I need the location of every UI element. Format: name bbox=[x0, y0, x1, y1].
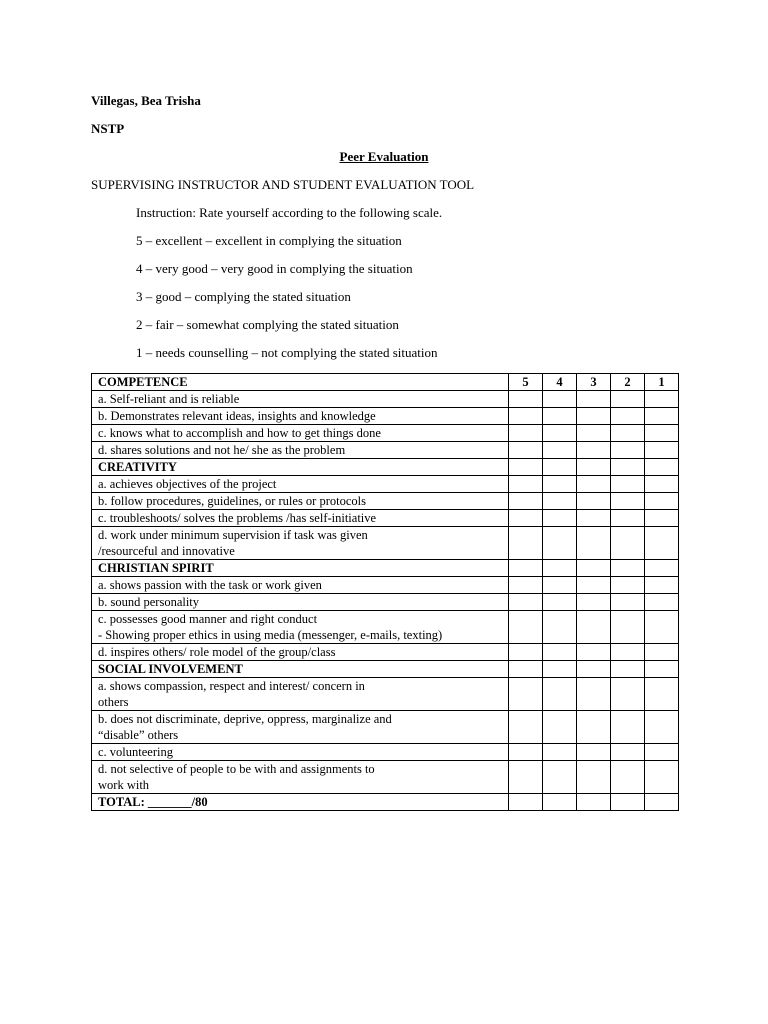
score-cell[interactable] bbox=[611, 527, 645, 560]
criterion-text bbox=[92, 442, 509, 459]
score-cell[interactable] bbox=[577, 408, 611, 425]
score-cell[interactable] bbox=[577, 577, 611, 594]
score-cell[interactable] bbox=[577, 611, 611, 644]
score-cell[interactable] bbox=[509, 459, 543, 476]
score-cell[interactable] bbox=[509, 476, 543, 493]
score-cell[interactable] bbox=[543, 644, 577, 661]
score-cell[interactable] bbox=[543, 425, 577, 442]
criterion-row bbox=[92, 493, 679, 510]
score-cell[interactable] bbox=[645, 560, 679, 577]
score-cell[interactable] bbox=[509, 408, 543, 425]
criterion-line: a. shows compassion, respect and interest/ concern in bbox=[98, 679, 365, 693]
score-cell[interactable] bbox=[645, 425, 679, 442]
score-cell[interactable] bbox=[509, 611, 543, 644]
score-cell[interactable] bbox=[645, 476, 679, 493]
criterion-row bbox=[92, 442, 679, 459]
criterion-text bbox=[92, 493, 509, 510]
document-subtitle: SUPERVISING INSTRUCTOR AND STUDENT EVALUATION TOOL bbox=[91, 177, 475, 192]
criterion-text bbox=[92, 510, 509, 527]
criterion-line: c. troubleshoots/ solves the problems /has self-initiative bbox=[98, 511, 377, 525]
criterion-line: d. shares solutions and not he/ she as the problem bbox=[98, 443, 346, 457]
criterion-text bbox=[92, 476, 509, 493]
score-cell[interactable] bbox=[577, 391, 611, 408]
scale-item: 1 – needs counselling – not complying the stated situation bbox=[136, 345, 438, 360]
score-cell[interactable] bbox=[543, 678, 577, 711]
criterion-line: d. work under minimum supervision if task was given bbox=[98, 528, 368, 542]
score-cell[interactable] bbox=[645, 442, 679, 459]
score-cell[interactable] bbox=[611, 560, 645, 577]
score-cell[interactable] bbox=[645, 594, 679, 611]
score-cell[interactable] bbox=[509, 761, 543, 794]
total-score-cell[interactable] bbox=[577, 794, 611, 811]
score-cell[interactable] bbox=[509, 425, 543, 442]
score-cell[interactable] bbox=[509, 577, 543, 594]
score-header: 3 bbox=[577, 374, 611, 391]
total-score-cell[interactable] bbox=[611, 794, 645, 811]
score-cell[interactable] bbox=[577, 493, 611, 510]
score-cell[interactable] bbox=[577, 744, 611, 761]
score-header: 4 bbox=[543, 374, 577, 391]
criterion-row bbox=[92, 425, 679, 442]
score-cell[interactable] bbox=[509, 493, 543, 510]
score-cell[interactable] bbox=[645, 678, 679, 711]
score-cell[interactable] bbox=[577, 527, 611, 560]
score-cell[interactable] bbox=[611, 761, 645, 794]
score-cell[interactable] bbox=[543, 560, 577, 577]
score-cell[interactable] bbox=[645, 391, 679, 408]
total-score-cell[interactable] bbox=[645, 794, 679, 811]
criterion-line: d. inspires others/ role model of the group/class bbox=[98, 645, 336, 659]
criterion-row bbox=[92, 594, 679, 611]
criterion-text bbox=[92, 644, 509, 661]
criterion-row bbox=[92, 510, 679, 527]
section-header-row bbox=[92, 459, 679, 476]
criterion-line: b. sound personality bbox=[98, 595, 200, 609]
score-cell[interactable] bbox=[611, 611, 645, 644]
score-cell[interactable] bbox=[645, 577, 679, 594]
criterion-line: b. follow procedures, guidelines, or rules or protocols bbox=[98, 494, 366, 508]
criterion-row bbox=[92, 408, 679, 425]
criterion-line: a. Self-reliant and is reliable bbox=[98, 392, 240, 406]
score-cell[interactable] bbox=[577, 761, 611, 794]
score-cell[interactable] bbox=[509, 644, 543, 661]
score-cell[interactable] bbox=[509, 560, 543, 577]
section-title: CHRISTIAN SPIRIT bbox=[92, 560, 509, 577]
score-cell[interactable] bbox=[543, 527, 577, 560]
score-cell[interactable] bbox=[611, 408, 645, 425]
scale-item: 4 – very good – very good in complying the situation bbox=[136, 261, 413, 276]
score-cell[interactable] bbox=[645, 408, 679, 425]
criterion-line: c. knows what to accomplish and how to get things done bbox=[98, 426, 381, 440]
criterion-text bbox=[92, 611, 509, 644]
score-cell[interactable] bbox=[577, 678, 611, 711]
score-cell[interactable] bbox=[543, 510, 577, 527]
criterion-row bbox=[92, 577, 679, 594]
score-cell[interactable] bbox=[611, 577, 645, 594]
section-header-row bbox=[92, 661, 679, 678]
score-cell[interactable] bbox=[611, 476, 645, 493]
score-cell[interactable] bbox=[645, 711, 679, 744]
score-cell[interactable] bbox=[577, 661, 611, 678]
score-cell[interactable] bbox=[509, 711, 543, 744]
score-cell[interactable] bbox=[509, 678, 543, 711]
score-cell[interactable] bbox=[611, 744, 645, 761]
score-cell[interactable] bbox=[509, 527, 543, 560]
score-cell[interactable] bbox=[577, 459, 611, 476]
score-cell[interactable] bbox=[577, 594, 611, 611]
criterion-line: b. does not discriminate, deprive, oppress, marginalize and bbox=[98, 712, 392, 726]
score-cell[interactable] bbox=[543, 661, 577, 678]
total-label: TOTAL: _______/80 bbox=[92, 794, 509, 811]
score-cell[interactable] bbox=[543, 408, 577, 425]
criterion-line: work with bbox=[98, 778, 150, 792]
score-cell[interactable] bbox=[543, 493, 577, 510]
criterion-text bbox=[92, 678, 509, 711]
score-cell[interactable] bbox=[543, 459, 577, 476]
score-cell[interactable] bbox=[543, 577, 577, 594]
score-cell[interactable] bbox=[543, 611, 577, 644]
score-cell[interactable] bbox=[543, 711, 577, 744]
score-cell[interactable] bbox=[645, 661, 679, 678]
scale-item: 3 – good – complying the stated situation bbox=[136, 289, 351, 304]
score-cell[interactable] bbox=[509, 661, 543, 678]
score-cell[interactable] bbox=[611, 678, 645, 711]
score-cell[interactable] bbox=[645, 510, 679, 527]
score-cell[interactable] bbox=[509, 744, 543, 761]
score-cell[interactable] bbox=[611, 711, 645, 744]
score-cell[interactable] bbox=[509, 594, 543, 611]
criterion-row bbox=[92, 391, 679, 408]
section-title: SOCIAL INVOLVEMENT bbox=[92, 661, 509, 678]
total-score-cell[interactable] bbox=[543, 794, 577, 811]
criterion-line: /resourceful and innovative bbox=[98, 544, 235, 558]
score-cell[interactable] bbox=[611, 425, 645, 442]
score-cell[interactable] bbox=[645, 644, 679, 661]
page-title-text: Peer Evaluation bbox=[339, 149, 429, 164]
score-cell[interactable] bbox=[645, 459, 679, 476]
student-name: Villegas, Bea Trisha bbox=[91, 93, 201, 108]
evaluation-table bbox=[91, 373, 679, 811]
score-cell[interactable] bbox=[645, 761, 679, 794]
score-cell[interactable] bbox=[577, 425, 611, 442]
score-cell[interactable] bbox=[611, 661, 645, 678]
criterion-row bbox=[92, 476, 679, 493]
criterion-line: c. volunteering bbox=[98, 745, 173, 759]
score-cell[interactable] bbox=[611, 644, 645, 661]
criterion-row bbox=[92, 711, 679, 744]
score-cell[interactable] bbox=[543, 761, 577, 794]
instruction-text: Instruction: Rate yourself according to the following scale. bbox=[136, 205, 443, 220]
criterion-text bbox=[92, 425, 509, 442]
section-title: CREATIVITY bbox=[92, 459, 509, 476]
score-cell[interactable] bbox=[577, 442, 611, 459]
section-title: COMPETENCE bbox=[92, 374, 509, 391]
score-cell[interactable] bbox=[611, 510, 645, 527]
score-cell[interactable] bbox=[577, 510, 611, 527]
score-cell[interactable] bbox=[577, 560, 611, 577]
criterion-line: others bbox=[98, 695, 129, 709]
criterion-row bbox=[92, 611, 679, 644]
score-cell[interactable] bbox=[509, 510, 543, 527]
criterion-row bbox=[92, 761, 679, 794]
score-cell[interactable] bbox=[543, 476, 577, 493]
section-header-row bbox=[92, 374, 679, 391]
criterion-line: c. possesses good manner and right conduct bbox=[98, 612, 318, 626]
criterion-text bbox=[92, 577, 509, 594]
criterion-row bbox=[92, 527, 679, 560]
score-cell[interactable] bbox=[543, 594, 577, 611]
criterion-row bbox=[92, 678, 679, 711]
criterion-line: a. shows passion with the task or work given bbox=[98, 578, 322, 592]
criterion-row bbox=[92, 744, 679, 761]
criterion-line: - Showing proper ethics in using media (messenger, e-mails, texting) bbox=[98, 628, 443, 642]
score-cell[interactable] bbox=[611, 594, 645, 611]
criterion-row bbox=[92, 644, 679, 661]
criterion-text bbox=[92, 744, 509, 761]
score-cell[interactable] bbox=[645, 527, 679, 560]
section-header-row bbox=[92, 560, 679, 577]
score-cell[interactable] bbox=[611, 493, 645, 510]
page-title bbox=[0, 149, 768, 165]
score-cell[interactable] bbox=[611, 391, 645, 408]
course-label: NSTP bbox=[91, 121, 125, 136]
total-row bbox=[92, 794, 679, 811]
score-cell[interactable] bbox=[509, 442, 543, 459]
scale-item: 5 – excellent – excellent in complying the situation bbox=[136, 233, 402, 248]
score-cell[interactable] bbox=[577, 711, 611, 744]
criterion-line: d. not selective of people to be with and assignments to bbox=[98, 762, 375, 776]
score-cell[interactable] bbox=[543, 744, 577, 761]
score-header: 2 bbox=[611, 374, 645, 391]
score-header: 1 bbox=[645, 374, 679, 391]
score-cell[interactable] bbox=[611, 442, 645, 459]
score-cell[interactable] bbox=[645, 611, 679, 644]
score-cell[interactable] bbox=[543, 391, 577, 408]
score-cell[interactable] bbox=[645, 744, 679, 761]
criterion-text bbox=[92, 391, 509, 408]
criterion-line: b. Demonstrates relevant ideas, insights and knowledge bbox=[98, 409, 376, 423]
criterion-text bbox=[92, 408, 509, 425]
score-header: 5 bbox=[509, 374, 543, 391]
criterion-line: “disable” others bbox=[98, 728, 179, 742]
criterion-text bbox=[92, 527, 509, 560]
scale-item: 2 – fair – somewhat complying the stated situation bbox=[136, 317, 399, 332]
score-cell[interactable] bbox=[509, 391, 543, 408]
criterion-text bbox=[92, 711, 509, 744]
score-cell[interactable] bbox=[645, 493, 679, 510]
total-score-cell[interactable] bbox=[509, 794, 543, 811]
criterion-line: a. achieves objectives of the project bbox=[98, 477, 277, 491]
score-cell[interactable] bbox=[543, 442, 577, 459]
criterion-text bbox=[92, 761, 509, 794]
score-cell[interactable] bbox=[577, 644, 611, 661]
criterion-text bbox=[92, 594, 509, 611]
score-cell[interactable] bbox=[577, 476, 611, 493]
score-cell[interactable] bbox=[611, 459, 645, 476]
